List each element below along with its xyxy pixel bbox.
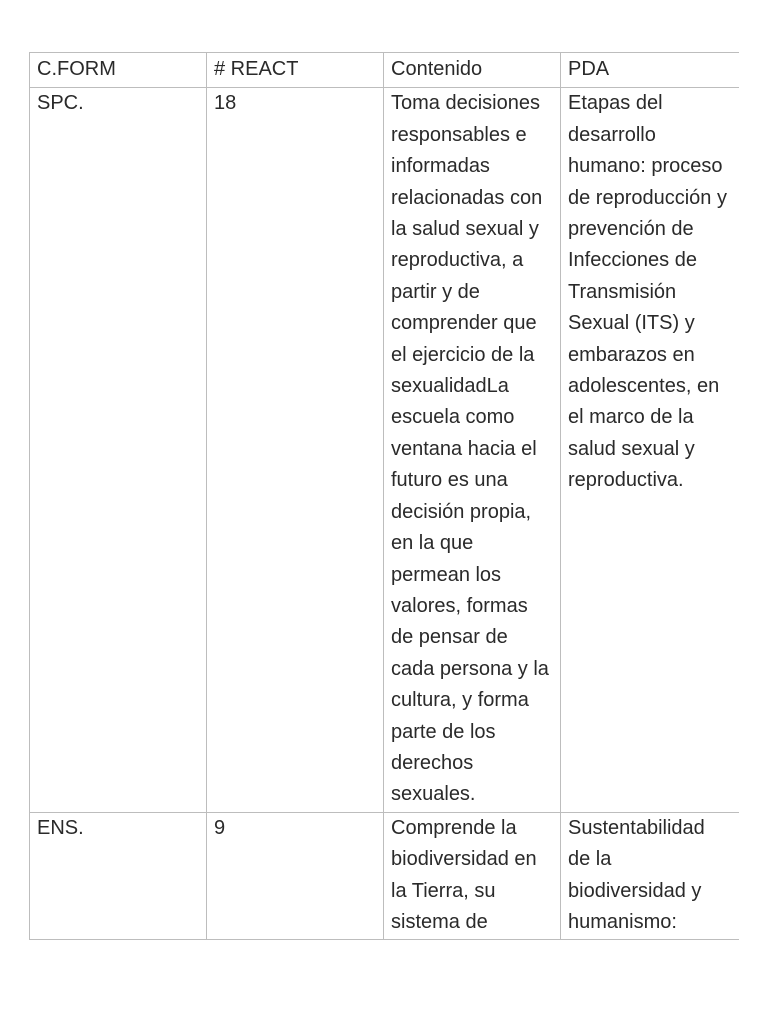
cell-react: 18	[207, 88, 384, 812]
cell-pda: Sustentabilidad de la biodiversidad y humanismo:	[561, 812, 740, 940]
cell-cform: ENS.	[30, 812, 207, 940]
header-react: # REACT	[207, 53, 384, 88]
curriculum-table	[29, 52, 739, 940]
cell-contenido: Toma decisiones responsables e informadas relacionadas con la salud sexual y reproductiva, a partir y de comprender que el ejercicio de la sexualidadLa escuela como ventana hacia el futuro es una decisión propia, en la que permean los valores, formas de pensar de cada persona y la cultura, y forma parte de los derechos sexuales.	[384, 88, 561, 812]
table-row	[30, 812, 740, 940]
cell-react: 9	[207, 812, 384, 940]
header-cform: C.FORM	[30, 53, 207, 88]
header-pda: PDA	[561, 53, 740, 88]
cell-cform: SPC.	[30, 88, 207, 812]
header-contenido: Contenido	[384, 53, 561, 88]
table-row	[30, 88, 740, 812]
cell-contenido: Comprende la biodiversidad en la Tierra, su sistema de	[384, 812, 561, 940]
table-viewport	[29, 52, 739, 943]
cell-pda: Etapas del desarrollo humano: proceso de reproducción y prevención de Infecciones de Transmisión Sexual (ITS) y embarazos en adolescentes, en el marco de la salud sexual y reproductiva.	[561, 88, 740, 812]
table-header-row	[30, 53, 740, 88]
